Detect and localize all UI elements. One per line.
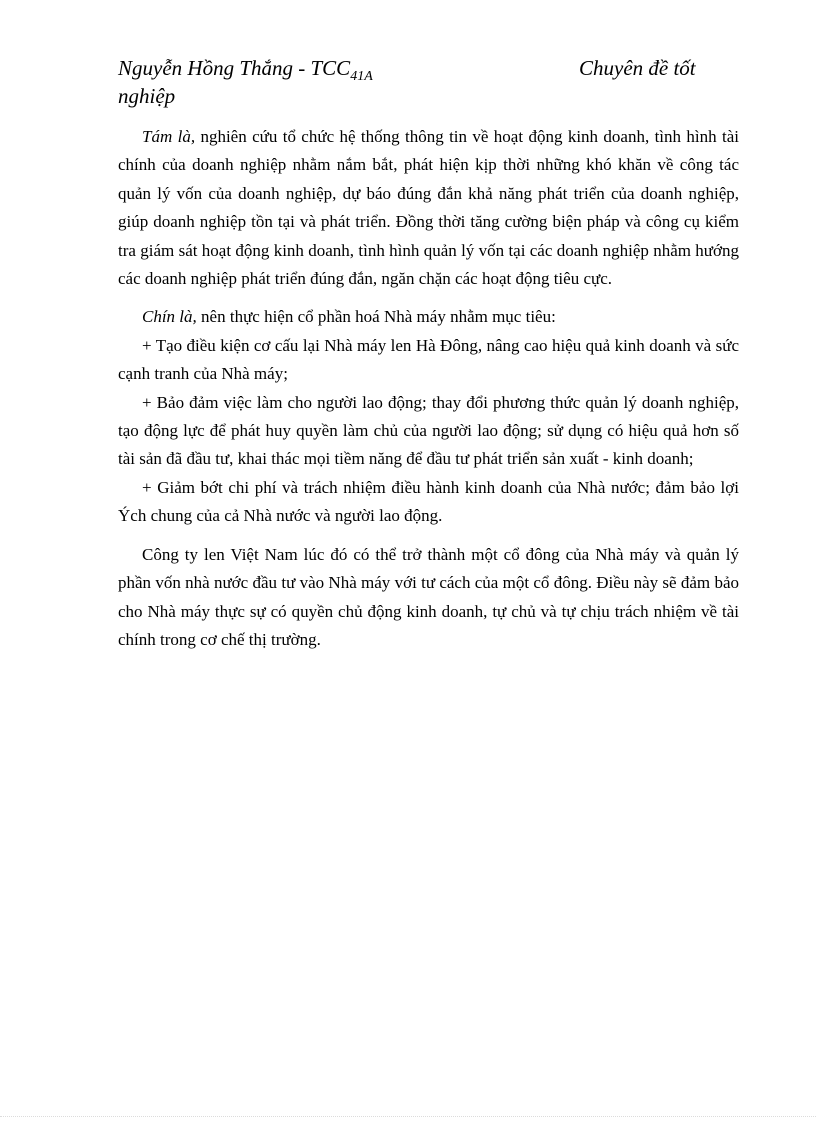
list-item: + Giảm bớt chi phí và trách nhiệm điều hành kinh doanh của Nhà nước; đảm bảo lợi Ých chung của cả Nhà nước và người lao động. [118,477,739,526]
paragraph-text: nghiên cứu tổ chức hệ thống thông tin về hoạt động kinh doanh, tình hình tài chính của doanh nghiệp nhằm nắm bắt, phát hiện kịp thời những khó khăn về công tác quản lý vốn của doanh nghiệp, dự báo đúng đắn khả năng phát triển của doanh nghiệp, giúp doanh nghiệp tồn tại và phát triển. Đồng thời tăng cường biện pháp và công cụ kiểm tra giám sát hoạt động kinh doanh, tình hình quản lý vốn tại các doanh nghiệp nhằm hướng các doanh nghiệp phát triển đúng đắn, ngăn chặn các hoạt động tiêu cực. [118,127,739,289]
paragraph-text: nên thực hiện cổ phần hoá Nhà máy nhằm mục tiêu: [196,307,556,327]
paragraph-lead: Tám là, [142,127,196,146]
page-bottom-divider [0,1116,816,1117]
header-class-subscript: 41A [350,69,373,84]
list-item: + Tạo điều kiện cơ cấu lại Nhà máy len Hà Đông, nâng cao hiệu quả kinh doanh và sức cạnh tranh của Nhà máy; [118,335,739,384]
paragraph-lead: Chín là, [142,307,197,327]
document-body [118,123,739,654]
paragraph-conclusion: Công ty len Việt Nam lúc đó có thể trở thành một cổ đông của Nhà máy và quản lý phần vốn nhà nước đầu tư vào Nhà máy với tư cách của một cổ đông. Điều này sẽ đảm bảo cho Nhà máy thực sự có quyền chủ động kinh doanh, tự chủ và tự chịu trách nhiệm về tài chính trong cơ chế thị trường. [118,544,739,649]
header-doc-type-continued: nghiệp [118,84,176,108]
header-author-name: Nguyễn Hồng Thắng - TCC [118,56,351,80]
list-item: + Bảo đảm việc làm cho người lao động; thay đổi phương thức quản lý doanh nghiệp, tạo động lực để phát huy quyền làm chủ của người lao động; sử dụng có hiệu quả hơn số tài sản đã đầu tư, khai thác mọi tiềm năng để đầu tư phát triển sản xuất - kinh doanh; [118,392,739,469]
paragraph-tam-la [118,123,739,293]
header-doc-type: Chuyên đề tốt [579,56,696,80]
paragraph-chin-la [118,303,739,331]
